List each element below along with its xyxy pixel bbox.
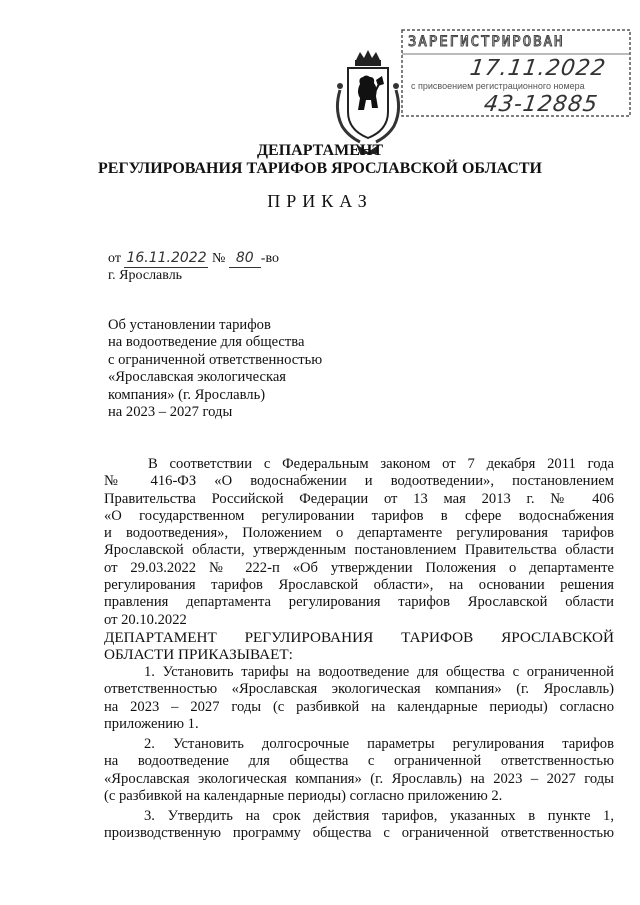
stamp-registration-date: 17.11.2022 bbox=[468, 56, 608, 81]
document-type-title: ПРИКАЗ bbox=[267, 191, 373, 211]
text-line: от 29.03.2022 № 222-п «Об утверждении Положения о департаменте bbox=[104, 559, 614, 576]
text-line: «О государственном регулировании тарифов в сфере водоснабжения bbox=[104, 507, 614, 524]
subject-line: Об установлении тарифов bbox=[108, 317, 271, 333]
decree-statement bbox=[104, 629, 614, 664]
text-line: Правительства Российской Федерации от 13 мая 2013 г. № 406 bbox=[104, 490, 614, 507]
stamp-title: ЗАРЕГИСТРИРОВАН bbox=[408, 34, 565, 50]
city: г. Ярославль bbox=[108, 268, 183, 283]
text-line: В соответствии с Федеральным законом от 7 декабря 2011 года bbox=[148, 456, 614, 472]
from-label: от bbox=[108, 251, 121, 266]
preamble-paragraph bbox=[104, 456, 614, 629]
text-line: ДЕПАРТАМЕНТ РЕГУЛИРОВАНИЯ ТАРИФОВ ЯРОСЛАВСКОЙ bbox=[104, 629, 614, 646]
subject-line: «Ярославская экологическая bbox=[108, 369, 287, 386]
text-line: ОБЛАСТИ ПРИКАЗЫВАЕТ: bbox=[104, 646, 293, 664]
text-line: ответственностью «Ярославская экологическая компания» (г. Ярославль) bbox=[104, 681, 614, 698]
text-line: и водоотведения», Положением о департаменте регулирования тарифов bbox=[104, 525, 614, 542]
subject-line: компания» (г. Ярославль) bbox=[108, 386, 266, 403]
order-subject bbox=[108, 317, 322, 421]
order-item-2 bbox=[104, 736, 614, 805]
order-number: 80 bbox=[229, 250, 261, 268]
subject-line: на 2023 – 2027 годы bbox=[108, 404, 233, 421]
text-line: Ярославской области, утвержденным постановлением Правительства области bbox=[104, 542, 614, 559]
text-line: 2. Установить долгосрочные параметры регулирования тарифов bbox=[144, 736, 614, 752]
text-line: на водоотведение для общества с ограниченной ответственностью bbox=[104, 753, 614, 770]
text-line: 3. Утвердить на срок действия тарифов, указанных в пункте 1, bbox=[144, 808, 614, 824]
text-line: на 2023 – 2027 годы (с разбивкой на календарные периоды) согласно bbox=[104, 698, 614, 715]
text-line: от 20.10.2022 bbox=[104, 611, 187, 628]
order-date: 16.11.2022 bbox=[124, 250, 208, 268]
number-label: № bbox=[211, 251, 226, 266]
subject-line: на водоотведение для общества bbox=[108, 334, 305, 351]
stamp-subtitle: с присвоением регистрационного номера bbox=[411, 81, 585, 91]
order-item-3 bbox=[104, 808, 614, 843]
text-line: № 416-ФЗ «О водоснабжении и водоотведении», постановлением bbox=[104, 473, 614, 490]
text-line: регулирования тарифов Ярославской области», на основании решения bbox=[104, 577, 614, 594]
order-date-number bbox=[108, 250, 279, 268]
subject-line: с ограниченной ответственностью bbox=[108, 351, 323, 368]
department-title-line2: РЕГУЛИРОВАНИЯ ТАРИФОВ ЯРОСЛАВСКОЙ ОБЛАСТИ bbox=[98, 160, 542, 177]
number-suffix: -во bbox=[260, 251, 279, 266]
order-item-1 bbox=[104, 664, 614, 733]
text-line: приложению 1. bbox=[104, 715, 199, 732]
department-title-line1: ДЕПАРТАМЕНТ bbox=[257, 142, 383, 159]
text-line: «Ярославская экологическая компания» (г. Ярославль) на 2023 – 2027 годы bbox=[104, 770, 614, 787]
text-line: производственную программу общества с ограниченной ответственностью bbox=[104, 825, 614, 842]
text-line: 1. Установить тарифы на водоотведение для общества с ограниченной bbox=[144, 664, 614, 680]
text-line: правления департамента регулирования тарифов Ярославской области bbox=[104, 594, 614, 611]
stamp-registration-number: 43-12885 bbox=[482, 92, 600, 117]
text-line: (с разбивкой на календарные периоды) согласно приложению 2. bbox=[104, 787, 503, 804]
